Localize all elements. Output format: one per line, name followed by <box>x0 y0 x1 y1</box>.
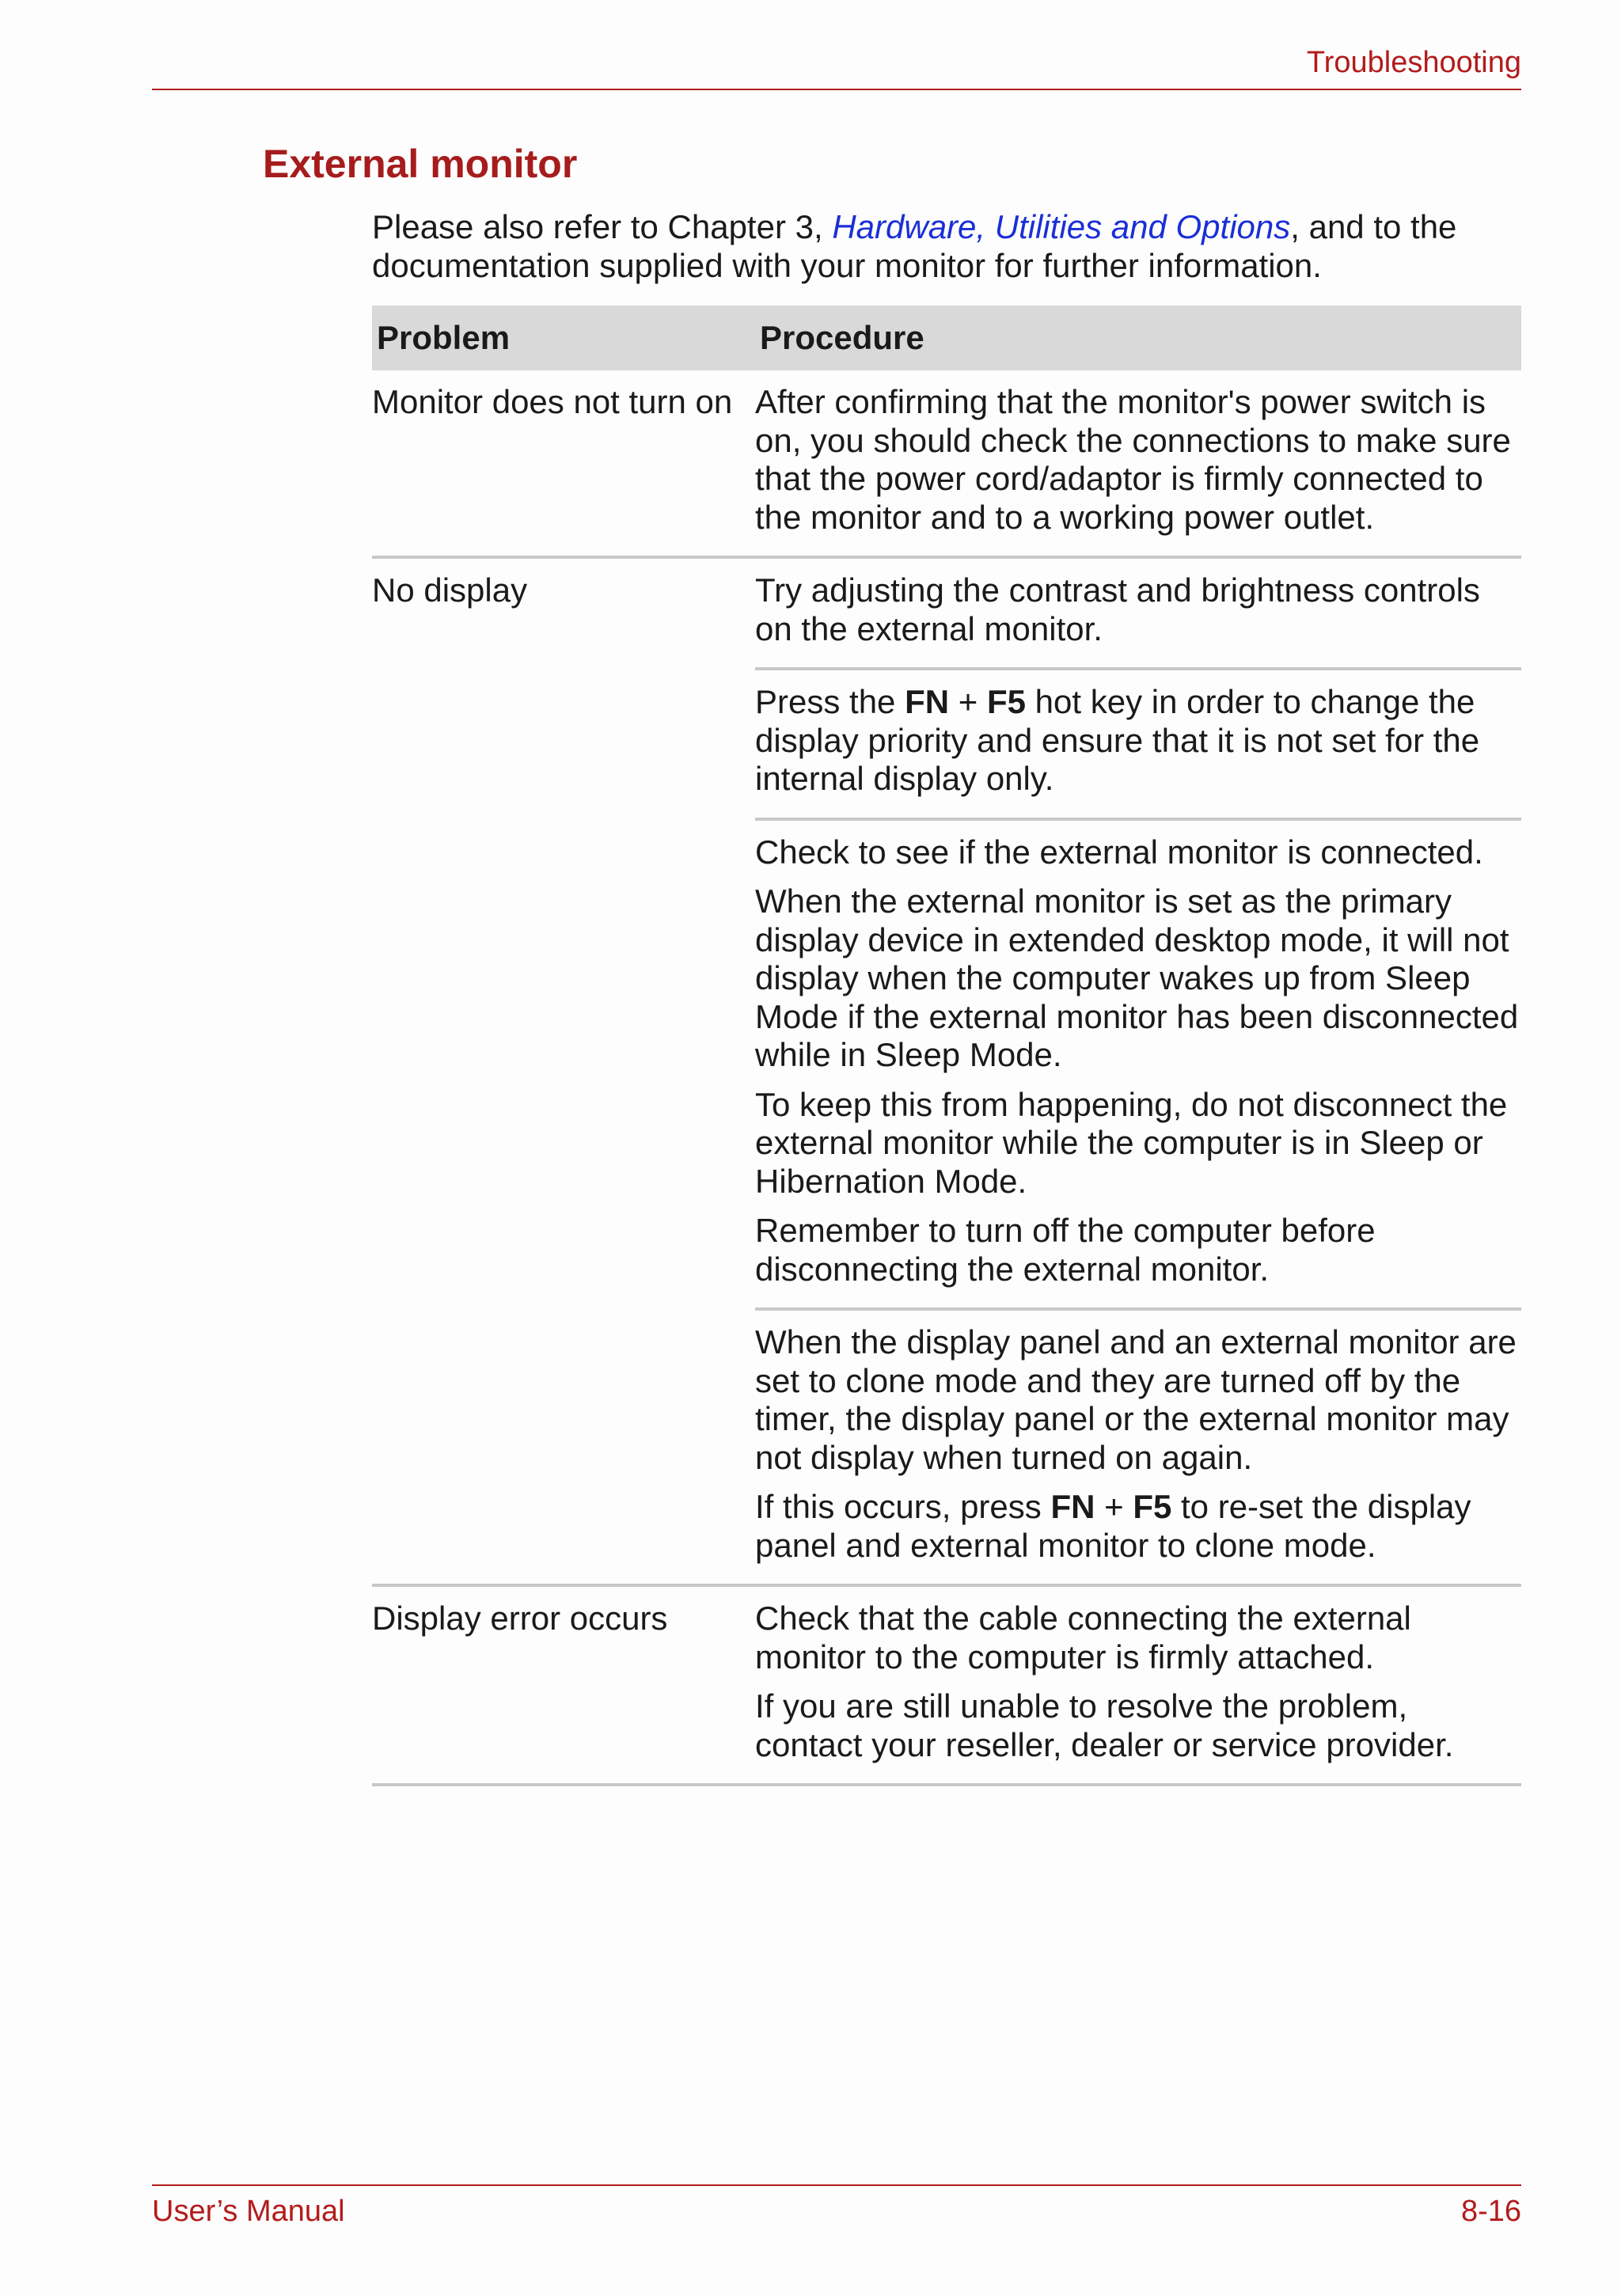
procedure-text: Remember to turn off the computer before disconnecting the external monitor. <box>755 1212 1376 1288</box>
procedure-step <box>755 559 1521 667</box>
section-title: External monitor <box>263 142 578 186</box>
procedure-step <box>755 818 1521 1308</box>
intro-text-start: Please also refer to Chapter 3, <box>372 208 833 245</box>
problem-cell <box>372 1585 755 1785</box>
procedure-text: To keep this from happening, do not disconnect the external monitor while the computer is in Sleep or Hibernation Mode. <box>755 1085 1508 1200</box>
problem-cell <box>372 370 755 557</box>
running-header: Troubleshooting <box>1306 46 1521 79</box>
table-header-row <box>372 306 1521 370</box>
footer-title: User’s Manual <box>152 2195 345 2228</box>
problem-cell <box>372 557 755 1585</box>
footer-rule <box>152 2184 1521 2186</box>
procedure-text: When the external monitor is set as the primary display device in extended desktop mode, it will not display when the computer wakes up from Sleep Mode if the external monitor has been disconnected while in Sleep Mode. <box>755 882 1519 1073</box>
procedure-text: After confirming that the monitor's power switch is on, you should check the connections to make sure that the power cord/adaptor is firmly connected to the monitor and to a working power outlet. <box>755 383 1511 536</box>
procedure-text: Try adjusting the contrast and brightness controls on the external monitor. <box>755 571 1480 647</box>
procedure-column-header: Procedure <box>755 306 1521 370</box>
procedure-text: If you are still unable to resolve the problem, contact your reseller, dealer or service provider. <box>755 1687 1454 1763</box>
intro-paragraph <box>372 207 1528 285</box>
fn-key: FN <box>1050 1488 1095 1525</box>
header-rule <box>152 89 1521 90</box>
problem-text: No display <box>372 571 528 609</box>
procedure-cell <box>755 557 1521 1585</box>
procedure-text: If this occurs, press FN + F5 to re-set the display panel and external monitor to clone mode. <box>755 1488 1471 1564</box>
table-row <box>372 370 1521 557</box>
procedure-step <box>755 1307 1521 1584</box>
page-number: 8-16 <box>1460 2195 1521 2228</box>
problem-column-header: Problem <box>372 306 755 370</box>
table-row <box>372 557 1521 1585</box>
f5-key: F5 <box>986 683 1026 720</box>
f5-key: F5 <box>1133 1488 1172 1525</box>
problem-text: Display error occurs <box>372 1600 668 1637</box>
problem-text: Monitor does not turn on <box>372 383 733 420</box>
intro-text-end: , and to the documentation supplied with your monitor for further information. <box>372 208 1457 284</box>
troubleshooting-table <box>372 306 1521 1786</box>
procedure-text: When the display panel and an external monitor are set to clone mode and they are turned off by the timer, the display panel or the external monitor may not display when turned on again. <box>755 1323 1517 1476</box>
fn-key: FN <box>905 683 950 720</box>
chapter-link[interactable]: Hardware, Utilities and Options <box>832 208 1291 245</box>
procedure-text: Check that the cable connecting the external monitor to the computer is firmly attached. <box>755 1600 1411 1676</box>
table-row <box>372 1585 1521 1785</box>
procedure-cell <box>755 370 1521 557</box>
procedure-text: Press the FN + F5 hot key in order to change the display priority and ensure that it is not set for the internal display only. <box>755 683 1480 797</box>
procedure-text: Check to see if the external monitor is connected. <box>755 833 1483 871</box>
procedure-cell <box>755 1585 1521 1785</box>
procedure-step <box>755 667 1521 818</box>
